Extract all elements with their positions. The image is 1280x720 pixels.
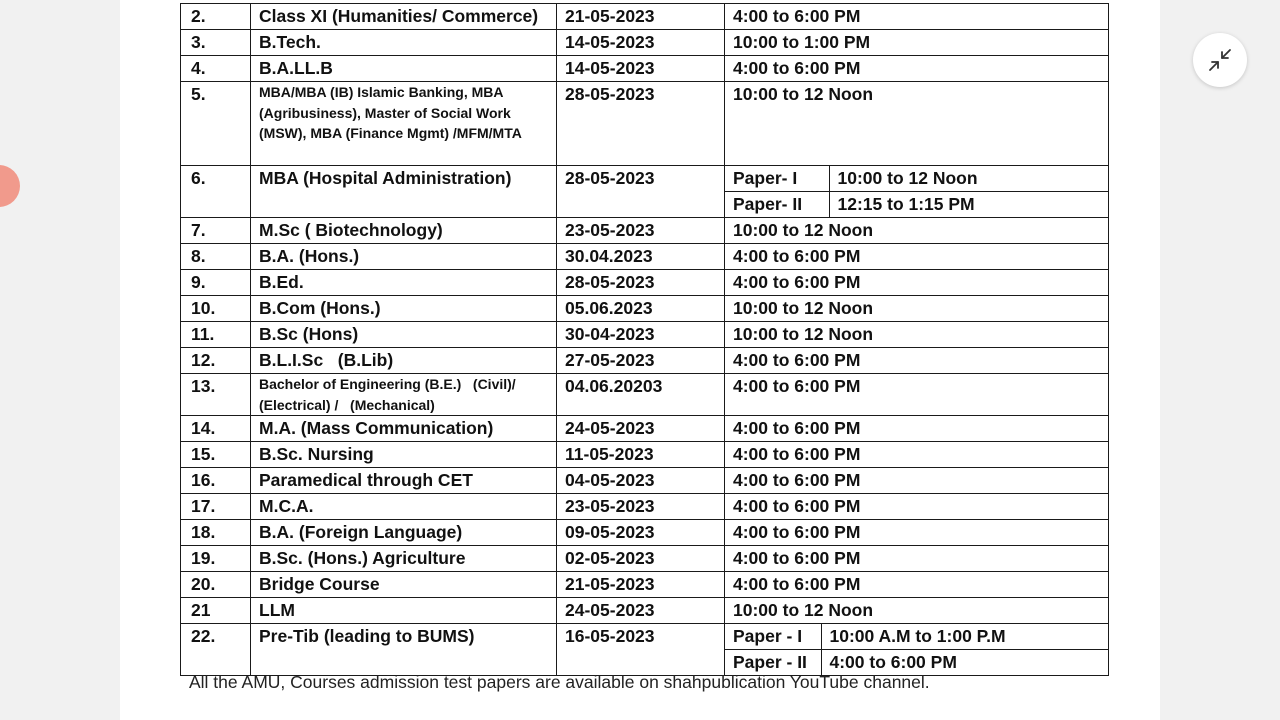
date-cell: 30.04.2023 — [557, 244, 725, 270]
course-cell: B.Sc (Hons) — [251, 322, 557, 348]
time-cell: 4:00 to 6:00 PM — [725, 442, 1109, 468]
time-cell: 10:00 to 1:00 PM — [725, 30, 1109, 56]
course-cell: MBA (Hospital Administration) — [251, 166, 557, 218]
table-row — [181, 296, 1109, 322]
time-cell: 4:00 to 6:00 PM — [725, 374, 1109, 416]
date-cell: 16-05-2023 — [557, 624, 725, 676]
date-cell: 21-05-2023 — [557, 4, 725, 30]
serial-cell: 19. — [181, 546, 251, 572]
paper-label: Paper - II — [725, 650, 821, 676]
date-cell: 11-05-2023 — [557, 442, 725, 468]
time-cell: 4:00 to 6:00 PM — [725, 270, 1109, 296]
date-cell: 28-05-2023 — [557, 166, 725, 218]
date-cell: 28-05-2023 — [557, 270, 725, 296]
serial-cell: 7. — [181, 218, 251, 244]
serial-cell: 13. — [181, 374, 251, 416]
serial-cell: 15. — [181, 442, 251, 468]
time-cell: 4:00 to 6:00 PM — [725, 56, 1109, 82]
date-cell: 23-05-2023 — [557, 494, 725, 520]
course-cell: B.Sc. Nursing — [251, 442, 557, 468]
date-cell: 27-05-2023 — [557, 348, 725, 374]
date-cell: 28-05-2023 — [557, 82, 725, 166]
date-cell: 14-05-2023 — [557, 56, 725, 82]
paper-time: 4:00 to 6:00 PM — [821, 650, 1108, 676]
table-row — [181, 4, 1109, 30]
serial-cell: 21 — [181, 598, 251, 624]
paper-label: Paper - I — [725, 624, 821, 650]
course-cell: M.A. (Mass Communication) — [251, 416, 557, 442]
table-row — [181, 166, 1109, 218]
time-cell: 4:00 to 6:00 PM — [725, 348, 1109, 374]
time-cell: 4:00 to 6:00 PM — [725, 468, 1109, 494]
paper-subtable — [725, 624, 1108, 675]
serial-cell: 11. — [181, 322, 251, 348]
table-row — [181, 270, 1109, 296]
table-row — [181, 218, 1109, 244]
table-row — [181, 416, 1109, 442]
course-cell: Paramedical through CET — [251, 468, 557, 494]
serial-cell: 22. — [181, 624, 251, 676]
serial-cell: 6. — [181, 166, 251, 218]
table-row — [181, 348, 1109, 374]
date-cell: 14-05-2023 — [557, 30, 725, 56]
time-cell: 10:00 to 12 Noon — [725, 296, 1109, 322]
paper-time: 10:00 to 12 Noon — [837, 168, 978, 188]
paper-row — [725, 624, 1108, 650]
footer-note: All the AMU, Courses admission test papers are available on shahpublication YouTube channel. — [189, 672, 930, 692]
paper-row — [725, 192, 1108, 218]
date-cell: 23-05-2023 — [557, 218, 725, 244]
course-cell: Bridge Course — [251, 572, 557, 598]
time-cell: 10:00 to 12 Noon — [725, 322, 1109, 348]
date-cell: 04.06.20203 — [557, 374, 725, 416]
serial-cell: 4. — [181, 56, 251, 82]
exit-fullscreen-button[interactable] — [1193, 33, 1247, 87]
date-cell: 24-05-2023 — [557, 598, 725, 624]
paper-subtable — [725, 166, 1108, 217]
course-cell: B.Sc. (Hons.) Agriculture — [251, 546, 557, 572]
time-cell — [725, 624, 1109, 676]
paper-time: 10:00 A.M to 1:00 P.M — [829, 626, 1006, 646]
paper-time: 12:15 to 1:15 PM — [829, 192, 1108, 218]
course-cell: LLM — [251, 598, 557, 624]
course-cell: B.Tech. — [251, 30, 557, 56]
course-cell: MBA/MBA (IB) Islamic Banking, MBA (Agribusiness), Master of Social Work (MSW), MBA (Finance Mgmt) /MFM/MTA — [251, 82, 557, 166]
side-indicator-dot — [0, 165, 20, 207]
date-cell: 02-05-2023 — [557, 546, 725, 572]
table-row — [181, 572, 1109, 598]
table-row — [181, 56, 1109, 82]
table-row — [181, 468, 1109, 494]
time-cell: 10:00 to 12 Noon — [725, 82, 1109, 166]
serial-cell: 17. — [181, 494, 251, 520]
time-cell: 10:00 to 12 Noon — [725, 598, 1109, 624]
course-cell: Pre-Tib (leading to BUMS) — [251, 624, 557, 676]
time-cell: 4:00 to 6:00 PM — [725, 572, 1109, 598]
time-cell: 4:00 to 6:00 PM — [725, 520, 1109, 546]
course-cell: M.Sc ( Biotechnology) — [251, 218, 557, 244]
exit-fullscreen-icon — [1207, 47, 1233, 73]
date-cell: 21-05-2023 — [557, 572, 725, 598]
serial-cell: 16. — [181, 468, 251, 494]
course-cell: Class XI (Humanities/ Commerce) — [251, 4, 557, 30]
table-row — [181, 546, 1109, 572]
table-row — [181, 494, 1109, 520]
serial-cell: 8. — [181, 244, 251, 270]
time-cell: 4:00 to 6:00 PM — [725, 546, 1109, 572]
exam-schedule-table — [180, 3, 1109, 676]
time-cell: 4:00 to 6:00 PM — [725, 4, 1109, 30]
paper-label: Paper- II — [725, 192, 829, 218]
serial-cell: 18. — [181, 520, 251, 546]
table-row — [181, 624, 1109, 676]
table-row — [181, 520, 1109, 546]
course-cell: M.C.A. — [251, 494, 557, 520]
time-cell: 4:00 to 6:00 PM — [725, 244, 1109, 270]
time-cell: 10:00 to 12 Noon — [725, 218, 1109, 244]
serial-cell: 2. — [181, 4, 251, 30]
course-cell: B.A.LL.B — [251, 56, 557, 82]
table-row — [181, 30, 1109, 56]
course-cell: B.A. (Foreign Language) — [251, 520, 557, 546]
serial-cell: 14. — [181, 416, 251, 442]
paper-label: Paper- I — [725, 166, 829, 192]
serial-cell: 5. — [181, 82, 251, 166]
course-cell: B.Com (Hons.) — [251, 296, 557, 322]
course-cell: Bachelor of Engineering (B.E.) (Civil)/ (Electrical) / (Mechanical) — [251, 374, 557, 416]
date-cell: 04-05-2023 — [557, 468, 725, 494]
time-cell: 4:00 to 6:00 PM — [725, 416, 1109, 442]
time-cell: 4:00 to 6:00 PM — [725, 494, 1109, 520]
table-row — [181, 244, 1109, 270]
table-row — [181, 322, 1109, 348]
serial-cell: 10. — [181, 296, 251, 322]
paper-row — [725, 166, 1108, 192]
serial-cell: 12. — [181, 348, 251, 374]
course-cell: B.L.I.Sc (B.Lib) — [251, 348, 557, 374]
table-row — [181, 374, 1109, 416]
time-cell — [725, 166, 1109, 218]
date-cell: 30-04-2023 — [557, 322, 725, 348]
date-cell: 05.06.2023 — [557, 296, 725, 322]
table-row — [181, 442, 1109, 468]
serial-cell: 20. — [181, 572, 251, 598]
serial-cell: 9. — [181, 270, 251, 296]
date-cell: 24-05-2023 — [557, 416, 725, 442]
date-cell: 09-05-2023 — [557, 520, 725, 546]
table-row — [181, 598, 1109, 624]
course-cell: B.A. (Hons.) — [251, 244, 557, 270]
serial-cell: 3. — [181, 30, 251, 56]
course-cell: B.Ed. — [251, 270, 557, 296]
table-row — [181, 82, 1109, 166]
